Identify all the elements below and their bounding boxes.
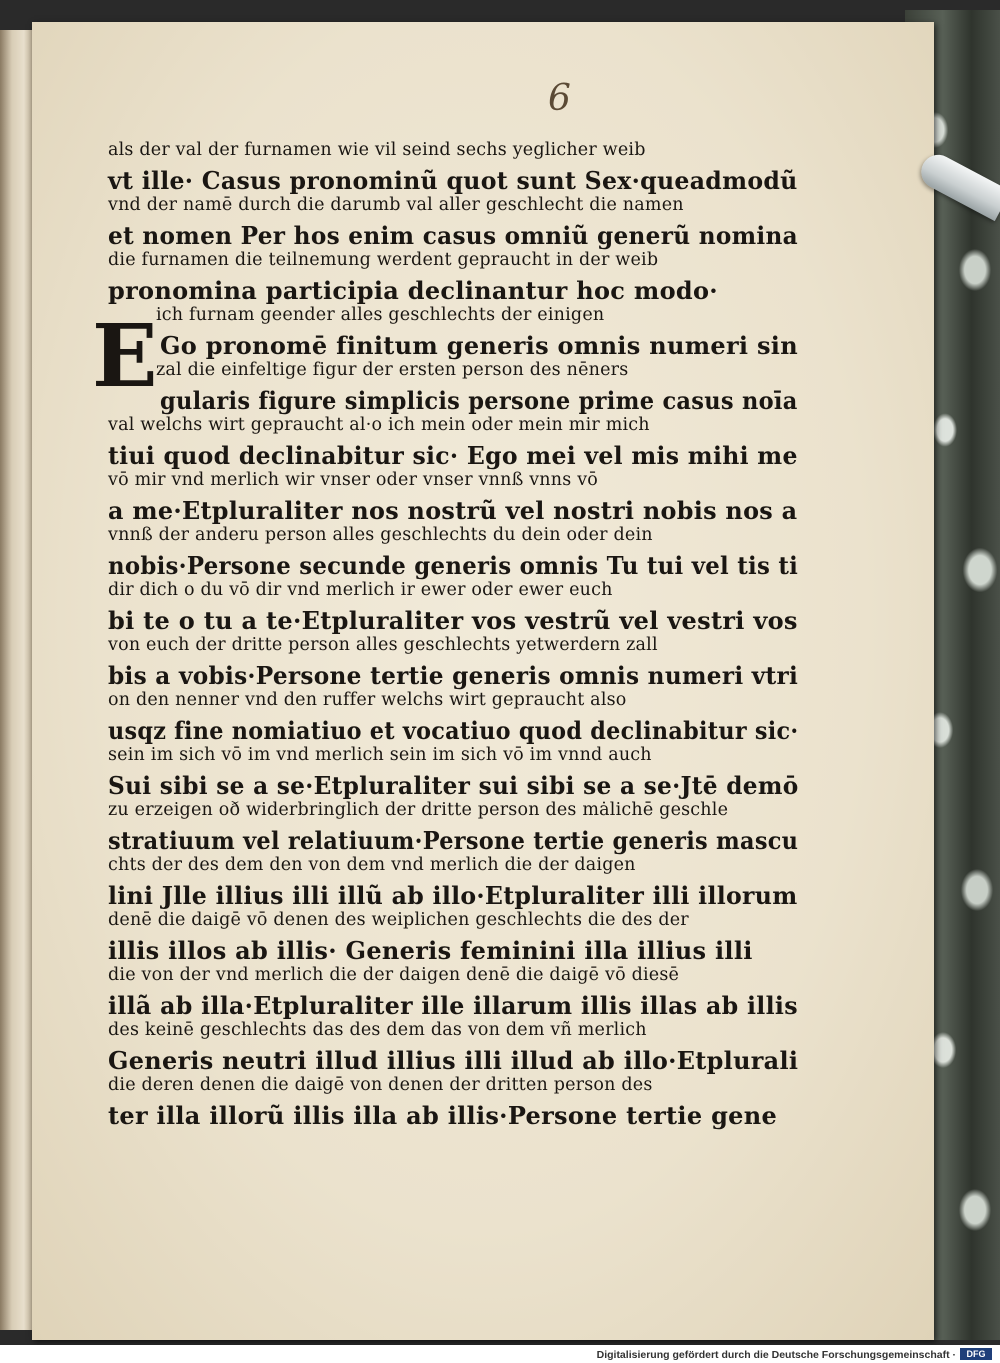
german-gloss-line: zal die einfeltige figur der ersten person des nēners bbox=[156, 360, 629, 380]
latin-line: bis a vobis·Persone tertie generis omnis numeri vtri bbox=[108, 661, 799, 690]
previous-leaf-edge bbox=[0, 30, 34, 1330]
german-gloss-line: on den nenner vnd den ruffer welchs wirt gepraucht also bbox=[108, 690, 627, 710]
latin-line: illis illos ab illis· Generis feminini illa illius illi bbox=[108, 936, 753, 965]
latin-line: et nomen Per hos enim casus omniũ generũ nomina bbox=[108, 221, 798, 250]
latin-line: ter illa illorũ illis illa ab illis·Persone tertie gene bbox=[108, 1101, 778, 1130]
german-gloss-line: vnnß der anderu person alles geschlechts du dein oder dein bbox=[108, 525, 653, 545]
funding-credit: Digitalisierung gefördert durch die Deutsche Forschungsgemeinschaft · bbox=[596, 1349, 956, 1361]
latin-line: Generis neutri illud illius illi illud ab illo·Etplurali bbox=[108, 1046, 799, 1075]
german-gloss-line: sein im sich vō im vnd merlich sein im sich vō im vnnd auch bbox=[108, 745, 652, 765]
german-gloss-line: des keinē geschlechts das des dem das von dem vñ merlich bbox=[108, 1020, 647, 1040]
latin-line: pronomina participia declinantur hoc modo· bbox=[108, 276, 718, 305]
dfg-logo: DFG bbox=[960, 1348, 992, 1360]
latin-line: nobis·Persone secunde generis omnis Tu tui vel tis ti bbox=[108, 551, 799, 580]
folio-number: 6 bbox=[548, 78, 571, 119]
german-gloss-line: von euch der dritte person alles geschlechts yetwerdern zall bbox=[108, 635, 658, 655]
latin-line: a me·Etpluraliter nos nostrũ vel nostri nobis nos a bbox=[108, 496, 798, 525]
german-gloss-line: dir dich o du vō dir vnd merlich ir ewer oder ewer euch bbox=[108, 580, 613, 600]
decorated-initial: E bbox=[92, 306, 158, 407]
german-gloss-line: als der val der furnamen wie vil seind sechs yeglicher weib bbox=[108, 140, 646, 160]
german-gloss-line: zu erzeigen oð widerbringlich der dritte person des mȧlichē geschle bbox=[108, 800, 729, 820]
latin-line: illã ab illa·Etpluraliter ille illarum illis illas ab illis bbox=[108, 991, 798, 1020]
german-gloss-line: vnd der namē durch die darumb val aller geschlecht die namen bbox=[108, 195, 684, 215]
german-gloss-line: chts der des dem den von dem vnd merlich die der daigen bbox=[108, 855, 636, 875]
german-gloss-line: vō mir vnd merlich wir vnser oder vnser vnnß vnns vō bbox=[108, 470, 599, 490]
latin-line: stratiuum vel relatiuum·Persone tertie generis mascu bbox=[108, 826, 799, 855]
latin-line: lini Jlle illius illi illũ ab illo·Etpluraliter illi illorum bbox=[108, 881, 798, 910]
german-gloss-line: val welchs wirt gepraucht al·o ich mein oder mein mir mich bbox=[108, 415, 650, 435]
german-gloss-line: denē die daigē vō denen des weiplichen geschlechts die des der bbox=[108, 910, 689, 930]
german-gloss-line: ich furnam geender alles geschlechts der einigen bbox=[156, 305, 605, 325]
german-gloss-line: die deren denen die daigē von denen der dritten person des bbox=[108, 1075, 653, 1095]
latin-line: vt ille· Casus pronominũ quot sunt Sex·queadmodũ bbox=[108, 166, 798, 195]
latin-line: tiui quod declinabitur sic· Ego mei vel mis mihi me bbox=[108, 441, 798, 470]
latin-line: Go pronomē finitum generis omnis numeri sin bbox=[160, 331, 798, 360]
german-gloss-line: die von der vnd merlich die der daigen denē die daigē vō diesē bbox=[108, 965, 680, 985]
latin-line: usqz fine nomiatiuo et vocatiuo quod declinabitur sic· bbox=[108, 716, 799, 745]
latin-line: bi te o tu a te·Etpluraliter vos vestrũ vel vestri vos bbox=[108, 606, 798, 635]
latin-line: gularis figure simplicis persone prime casus noīa bbox=[160, 386, 798, 415]
latin-line: Sui sibi se a se·Etpluraliter sui sibi se a se·Jtē demō bbox=[108, 771, 799, 800]
german-gloss-line: die furnamen die teilnemung werdent gepraucht in der weib bbox=[108, 250, 659, 270]
